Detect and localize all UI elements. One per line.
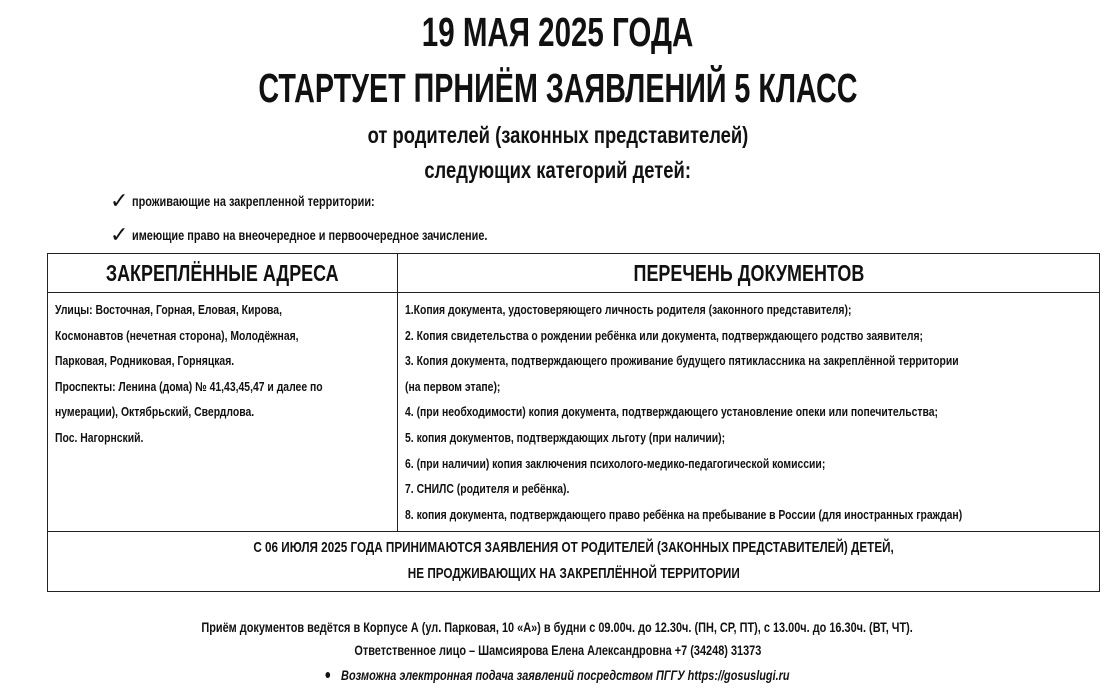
header-documents	[398, 254, 1100, 293]
checkmark-icon: ✓	[110, 189, 129, 214]
address-line: Космонавтов (нечетная сторона), Молодёжная,	[55, 327, 299, 343]
notice-line: С 06 ИЮЛЯ 2025 ГОДА ПРИНИМАЮТСЯ ЗАЯВЛЕНИЯ ОТ РОДИТЕЛЕЙ (ЗАКОННЫХ ПРЕДСТАВИТЕЛЕЙ) ДЕТЕЙ,	[253, 539, 894, 557]
address-line: Проспекты: Ленина (дома) № 41,43,45,47 и далее по	[55, 378, 323, 394]
address-line: Парковая, Родниковая, Горняцкая.	[55, 353, 235, 369]
notice-cell	[48, 532, 1100, 592]
footer-online-text: Возможна электронная подача заявлений посредством ПГГУ https://gosuslugi.ru	[341, 667, 790, 683]
info-table	[47, 253, 1100, 592]
subheading-parents-text: от родителей (законных представителей)	[367, 122, 748, 148]
heading-main-text: СТАРТУЕТ ПРНИЁМ ЗАЯВЛЕНИЙ 5 КЛАСС	[257, 65, 858, 111]
heading-date-text: 19 МАЯ 2025 ГОДА	[421, 9, 694, 55]
category-label: проживающие на закрепленной территории:	[132, 193, 376, 209]
notice-line: НЕ ПРОДЖИВАЮЩИХ НА ЗАКРЕПЛЁННОЙ ТЕРРИТОРИИ	[407, 565, 740, 583]
heading-date	[0, 8, 1115, 56]
documents-cell	[398, 293, 1100, 532]
document-item: 6. (при наличии) копия заключения психолого-медико-педагогической комиссии;	[405, 455, 826, 471]
header-documents-text: ПЕРЕЧЕНЬ ДОКУМЕНТОВ	[633, 259, 864, 286]
footer-online	[0, 665, 1115, 685]
category-label: имеющие право на внеочередное и первоочередное зачисление.	[132, 227, 488, 243]
subheading-categories-text: следующих категорий детей:	[424, 157, 691, 183]
footer-contact-text: Ответственное лицо – Шамсиярова Елена Александровна +7 (34248) 31373	[354, 642, 761, 658]
category-item	[110, 225, 588, 246]
subheading-categories	[0, 155, 1115, 185]
footer-hours-text: Приём документов ведётся в Корпусе А (ул. Парковая, 10 «А») в будни с 09.00ч. до 12.30ч. (ПН, СР, ПТ), с 13.00ч. до 16.30ч. (ВТ, ЧТ).	[201, 619, 914, 635]
document-item: 1.Копия документа, удостоверяющего личность родителя (законного представителя);	[405, 302, 852, 317]
addresses-cell	[48, 293, 398, 532]
subheading-parents	[0, 120, 1115, 150]
header-addresses	[48, 254, 398, 293]
document-item: 7. СНИЛС (родителя и ребёнка).	[405, 481, 570, 497]
document-item: 3. Копия документа, подтверждающего проживание будущего пятиклассника на закреплённой территории	[405, 353, 959, 369]
category-item	[110, 191, 444, 212]
footer-contact	[0, 640, 1115, 660]
document-item: 2. Копия свидетельства о рождении ребёнка или документа, подтверждающего родство заявителя;	[405, 327, 923, 343]
address-line: нумерации), Октябрьский, Свердлова.	[55, 404, 255, 420]
address-line: Улицы: Восточная, Горная, Еловая, Кирова,	[55, 302, 282, 317]
document-item: 4. (при необходимости) копия документа, подтверждающего установление опеки или попечительства;	[405, 404, 939, 420]
document-item: (на первом этапе);	[405, 378, 501, 394]
footer-hours	[0, 617, 1115, 637]
bullet-icon	[325, 672, 330, 678]
header-addresses-text: ЗАКРЕПЛЁННЫЕ АДРЕСА	[106, 259, 339, 286]
document-item: 8. копия документа, подтверждающего право ребёнка на пребывание в России (для иностранных граждан)	[405, 506, 963, 522]
checkmark-icon: ✓	[110, 223, 129, 248]
address-line: Пос. Нагорнский.	[55, 429, 144, 445]
document-item: 5. копия документов, подтверждающих льготу (при наличии);	[405, 429, 726, 445]
heading-main	[0, 64, 1115, 112]
